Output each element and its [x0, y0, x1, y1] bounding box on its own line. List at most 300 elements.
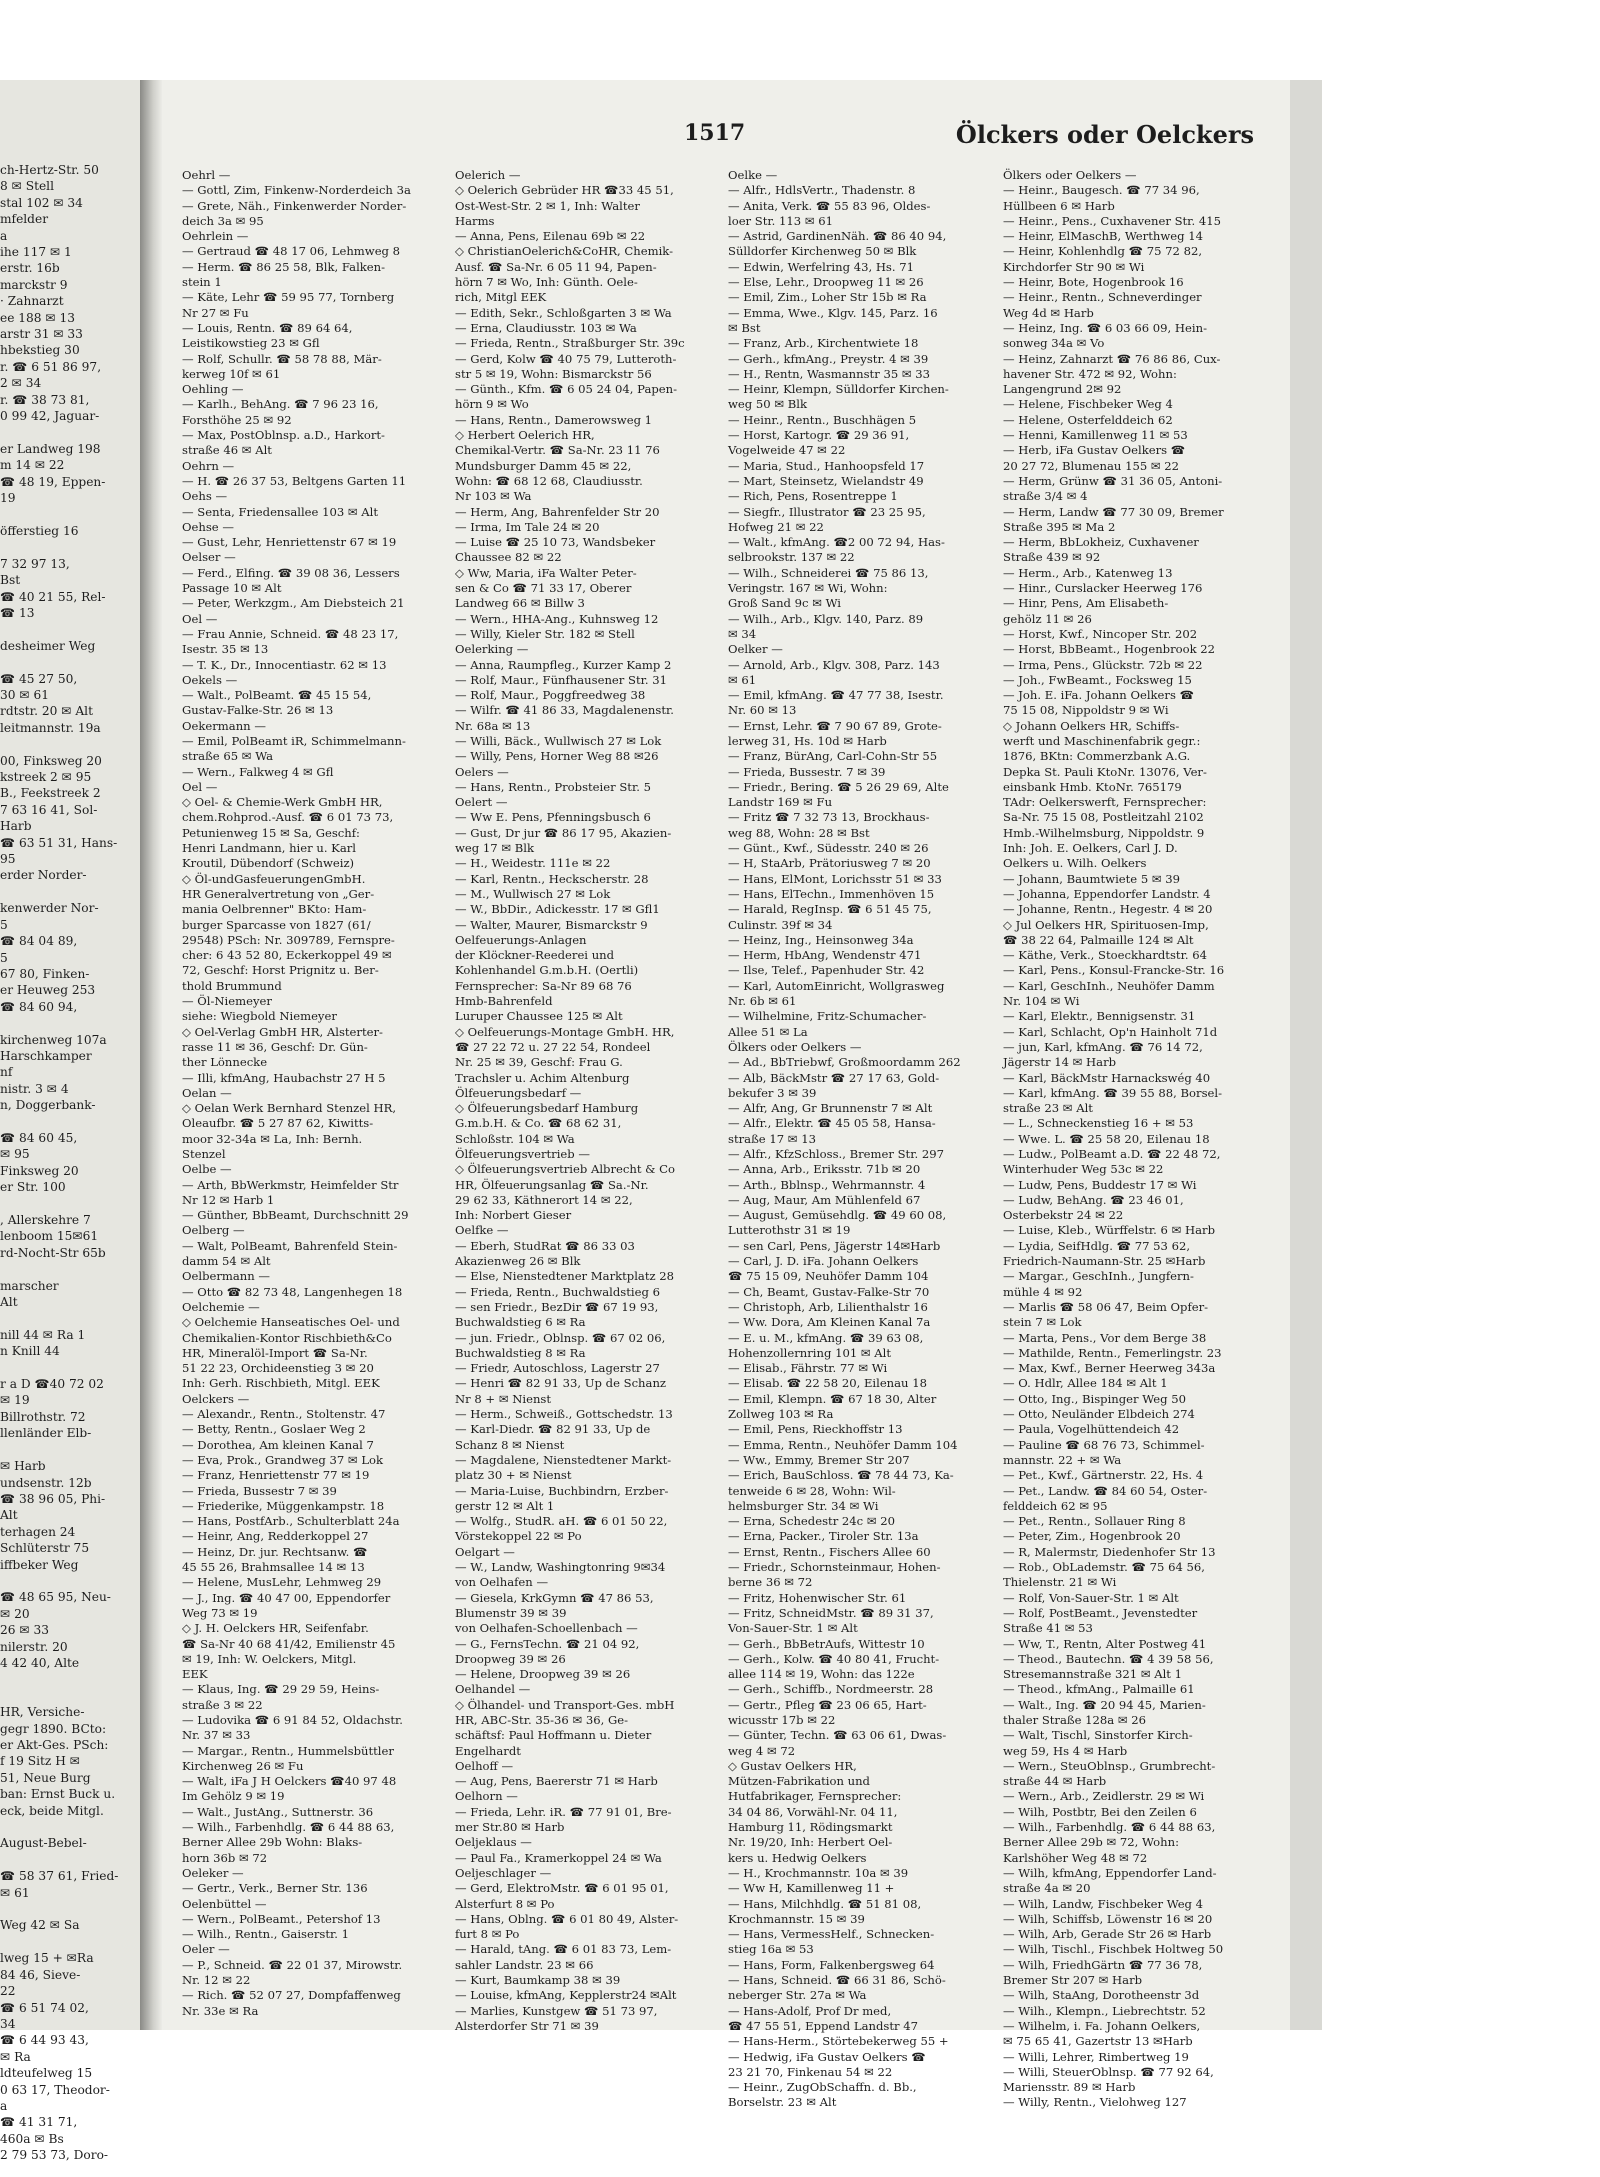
- directory-line: Nr. 12 ✉ 22: [182, 1973, 251, 1988]
- directory-line: straße 3/4 ✉ 4: [1003, 489, 1088, 504]
- directory-line: Weg 42 ✉ Sa: [0, 1918, 80, 1933]
- directory-line: ☎ 84 04 89,: [0, 934, 78, 949]
- directory-line: siehe: Wiegbold Niemeyer: [182, 1009, 337, 1024]
- directory-line: Groß Sand 9c ✉ Wi: [728, 596, 842, 611]
- directory-line: kerweg 10f ✉ 61: [182, 366, 281, 381]
- directory-line: — Wilh., Rentn., Gaiserstr. 1: [182, 1927, 350, 1942]
- directory-line: nilerstr. 20: [0, 1639, 68, 1654]
- directory-line: — Wern., HHA-Ang., Kuhnsweg 12: [455, 611, 659, 626]
- directory-line: ◇ Oel-Verlag GmbH HR, Alsterter-: [182, 1024, 383, 1039]
- left-page-text-column: [0, 162, 136, 2164]
- directory-line: — M., Wullwisch 27 ✉ Lok: [455, 886, 611, 901]
- directory-line: Henri Landmann, hier u. Karl: [182, 841, 357, 856]
- directory-line: — Grete, Näh., Finkenwerder Norder-: [182, 198, 407, 213]
- directory-line: [0, 884, 136, 900]
- directory-line: — Herm, BbLokheiz, Cuxhavener: [1003, 535, 1199, 550]
- directory-line: [0, 507, 136, 523]
- directory-line: tenweide 6 ✉ 28, Wohn: Wil-: [728, 1483, 896, 1498]
- directory-line: Allee 51 ✉ La: [728, 1024, 808, 1039]
- directory-line: Von-Sauer-Str. 1 ✉ Alt: [728, 1621, 858, 1636]
- directory-line: 23 21 70, Finkenau 54 ✉ 22: [728, 2064, 893, 2079]
- directory-line: — Emma, Rentn., Neuhöfer Damm 104: [728, 1437, 958, 1452]
- directory-line: — Wern., Arb., Zeidlerstr. 29 ✉ Wi: [1003, 1789, 1205, 1804]
- directory-line: — Walt, Tischl, Sinstorfer Kirch-: [1003, 1728, 1193, 1743]
- directory-line: bekufer 3 ✉ 39: [728, 1085, 817, 1100]
- directory-line: — Mart, Steinsetz, Wielandstr 49: [728, 473, 924, 488]
- directory-line: mühle 4 ✉ 92: [1003, 1284, 1083, 1299]
- directory-line: — Karl, Schlacht, Op'n Hainholt 71d: [1003, 1024, 1218, 1039]
- directory-line: — Dorothea, Am kleinen Kanal 7: [182, 1437, 374, 1452]
- directory-line: — Hans, VermessHelf., Schnecken-: [728, 1927, 935, 1942]
- directory-line: — Erna, Packer., Tiroler Str. 13a: [728, 1529, 919, 1544]
- directory-line: hörn 7 ✉ Wo, Inh: Günth. Oele-: [455, 275, 638, 290]
- directory-line: Oelbe —: [182, 1162, 232, 1177]
- directory-line: er Str. 100: [0, 1180, 66, 1195]
- directory-line: — H., Rentn, Wasmannstr 35 ✉ 33: [728, 366, 931, 381]
- directory-line: ✉ 20: [0, 1606, 30, 1621]
- directory-line: — Edwin, Werfelring 43, Hs. 71: [728, 259, 914, 274]
- directory-line: — Mathilde, Rentn., Femerlingstr. 23: [1003, 1345, 1222, 1360]
- directory-line: — Günther, BbBeamt, Durchschnitt 29: [182, 1208, 409, 1223]
- directory-line: Kirchenweg 26 ✉ Fu: [182, 1758, 304, 1773]
- directory-line: — Pet., Kwf., Gärtnerstr. 22, Hs. 4: [1003, 1468, 1204, 1483]
- directory-line: Inh: Norbert Gieser: [455, 1208, 572, 1223]
- directory-column-4: [1003, 168, 1265, 2111]
- directory-line: berne 36 ✉ 72: [728, 1575, 813, 1590]
- directory-line: — Alb, BäckMstr ☎ 27 17 63, Gold-: [728, 1070, 940, 1085]
- directory-line: — Ilse, Telef., Papenhuder Str. 42: [728, 963, 925, 978]
- directory-line: — Luise, Kleb., Würffelstr. 6 ✉ Harb: [1003, 1223, 1215, 1238]
- directory-line: ldteufelweg 15: [0, 2066, 93, 2081]
- running-head: Ölckers oder Oelckers: [955, 120, 1254, 149]
- directory-line: sen & Co ☎ 71 33 17, Oberer: [455, 581, 632, 596]
- directory-line: — Wilh., Arb., Klgv. 140, Parz. 89: [728, 611, 924, 626]
- directory-line: ◇ Ölfeuerungsvertrieb Albrecht & Co: [455, 1162, 676, 1177]
- directory-line: 67 80, Finken-: [0, 966, 90, 981]
- directory-line: — Franz, Arb., Kirchentwiete 18: [728, 336, 919, 351]
- directory-line: Oelfke —: [455, 1223, 509, 1238]
- directory-line: Hutfabrikager, Fernsprecher:: [728, 1789, 902, 1804]
- directory-line: — Wolfg., StudR. aH. ☎ 6 01 50 22,: [455, 1514, 668, 1529]
- directory-line: — Johanne, Rentn., Hegestr. 4 ✉ 20: [1003, 902, 1213, 917]
- directory-line: — Johann, Baumtwiete 5 ✉ 39: [1003, 871, 1181, 886]
- directory-line: Petunienweg 15 ✉ Sa, Geschf:: [182, 825, 360, 840]
- directory-line: ☎ Sa-Nr 40 68 41/42, Emilienstr 45: [182, 1636, 396, 1651]
- directory-line: gehölz 11 ✉ 26: [1003, 611, 1092, 626]
- directory-line: Trachsler u. Achim Altenburg: [455, 1070, 630, 1085]
- directory-line: Landweg 66 ✉ Billw 3: [455, 596, 585, 611]
- directory-line: 51, Neue Burg: [0, 1770, 91, 1785]
- directory-line: — sen Friedr., BezDir ☎ 67 19 93,: [455, 1299, 659, 1314]
- directory-line: ☎ 63 51 31, Hans-: [0, 835, 118, 850]
- directory-line: r. ☎ 6 51 86 97,: [0, 359, 102, 374]
- directory-line: — Hinr, Pens, Am Elisabeth-: [1003, 596, 1169, 611]
- directory-line: — Heinr, Bote, Hogenbrook 16: [1003, 275, 1184, 290]
- directory-line: burger Sparcasse von 1827 (61/: [182, 917, 371, 932]
- directory-line: Hmb.-Wilhelmsburg, Nippoldstr. 9: [1003, 825, 1205, 840]
- directory-line: Chemikal-Vertr. ☎ Sa-Nr. 23 11 76: [455, 443, 660, 458]
- directory-line: weg 4 ✉ 72: [728, 1743, 796, 1758]
- directory-line: ☎ 47 55 51, Eppend Landstr 47: [728, 2018, 918, 2033]
- directory-line: Berner Allee 29b Wohn: Blaks-: [182, 1835, 363, 1850]
- directory-line: Oelan —: [182, 1085, 232, 1100]
- directory-line: — Arnold, Arb., Klgv. 308, Parz. 143: [728, 657, 940, 672]
- directory-line: ◇ Ölhandel- und Transport-Ges. mbH: [455, 1697, 675, 1712]
- directory-line: [0, 1360, 136, 1376]
- directory-line: 4 42 40, Alte: [0, 1655, 80, 1670]
- directory-line: — Illi, kfmAng, Haubachstr 27 H 5: [182, 1070, 386, 1085]
- directory-line: 84 46, Sieve-: [0, 1967, 81, 1982]
- directory-line: — Käthe, Verk., Stoeckhardtstr. 64: [1003, 948, 1207, 963]
- directory-line: Ausf. ☎ Sa-Nr. 6 05 11 94, Papen-: [455, 259, 657, 274]
- directory-line: moor 32-34a ✉ La, Inh: Bernh.: [182, 1131, 363, 1146]
- directory-line: weg 50 ✉ Blk: [728, 397, 807, 412]
- directory-line: — Alexandr., Rentn., Stoltenstr. 47: [182, 1407, 386, 1422]
- directory-line: Weg 4d ✉ Harb: [1003, 305, 1094, 320]
- directory-line: neberger Str. 27a ✉ Wa: [728, 1988, 867, 2003]
- directory-line: — H, StaArb, Prätoriusweg 7 ✉ 20: [728, 856, 931, 871]
- directory-line: erder Norder-: [0, 868, 87, 883]
- directory-line: — Günter, Techn. ☎ 63 06 61, Dwas-: [728, 1728, 947, 1743]
- directory-line: Alt: [0, 1508, 18, 1523]
- directory-line: — J., Ing. ☎ 40 47 00, Eppendorfer: [182, 1590, 391, 1605]
- directory-line: — Ernst, Lehr. ☎ 7 90 67 89, Grote-: [728, 718, 942, 733]
- directory-line: — Max, PostOblnsp. a.D., Harkort-: [182, 428, 385, 443]
- directory-line: straße 23 ✉ Alt: [1003, 1101, 1093, 1116]
- directory-line: loer Str. 113 ✉ 61: [728, 213, 833, 228]
- directory-line: ◇ Öl-undGasfeuerungenGmbH.: [182, 871, 366, 886]
- directory-line: ☎ 6 51 74 02,: [0, 2000, 89, 2015]
- directory-line: — Gottl, Zim, Finkenw-Norderdeich 3a: [182, 183, 411, 198]
- directory-line: Kroutil, Dübendorf (Schweiz): [182, 856, 355, 871]
- directory-line: — Frieda, Rentn., Buchwaldstieg 6: [455, 1284, 660, 1299]
- directory-line: 8 ✉ Stell: [0, 179, 54, 194]
- directory-line: — Emma, Wwe., Klgv. 145, Parz. 16: [728, 305, 938, 320]
- directory-line: Kirchdorfer Str 90 ✉ Wi: [1003, 259, 1145, 274]
- directory-line: — Franz, BürAng, Carl-Cohn-Str 55: [728, 749, 938, 764]
- page-header: [164, 120, 1254, 150]
- directory-line: Thielenstr. 21 ✉ Wi: [1003, 1575, 1117, 1590]
- directory-line: — Otto ☎ 82 73 48, Langenhegen 18: [182, 1284, 403, 1299]
- directory-line: — Ferd., Elfing. ☎ 39 08 36, Lessers: [182, 565, 400, 580]
- directory-line: stieg 16a ✉ 53: [728, 1942, 814, 1957]
- directory-line: Friedrich-Naumann-Str. 25 ✉Harb: [1003, 1254, 1206, 1269]
- directory-line: Krochmannstr. 15 ✉ 39: [728, 1911, 865, 1926]
- directory-line: — Heinz, Ing., Heinsonweg 34a: [728, 932, 914, 947]
- directory-line: — Heinz, Zahnarzt ☎ 76 86 86, Cux-: [1003, 351, 1221, 366]
- directory-line: 7 63 16 41, Sol-: [0, 802, 98, 817]
- directory-line: — Otto, Neuländer Elbdeich 274: [1003, 1407, 1195, 1422]
- directory-line: allee 114 ✉ 19, Wohn: das 122e: [728, 1667, 915, 1682]
- directory-line: — Helene, Fischbeker Weg 4: [1003, 397, 1173, 412]
- directory-line: — Christoph, Arb, Lilienthalstr 16: [728, 1299, 928, 1314]
- directory-line: ☎ 75 15 09, Neuhöfer Damm 104: [728, 1269, 929, 1284]
- directory-line: chem.Rohprod.-Ausf. ☎ 6 01 73 73,: [182, 810, 394, 825]
- directory-line: — Karl, BäckMstr Harnackswég 40: [1003, 1070, 1211, 1085]
- directory-line: Nr. 104 ✉ Wi: [1003, 994, 1080, 1009]
- directory-line: — Gerh., kfmAng., Preystr. 4 ✉ 39: [728, 351, 929, 366]
- directory-line: — Herm, Ang, Bahrenfelder Str 20: [455, 504, 660, 519]
- directory-line: a: [0, 228, 8, 243]
- directory-line: — Wilh, Schiffsb, Löwenstr 16 ✉ 20: [1003, 1911, 1213, 1926]
- directory-line: Oelser —: [182, 550, 236, 565]
- directory-line: Oelberg —: [182, 1223, 245, 1238]
- directory-line: marscher: [0, 1278, 59, 1293]
- directory-line: — E. u. M., kfmAng. ☎ 39 63 08,: [728, 1330, 924, 1345]
- directory-line: ✉ 19, Inh: W. Oelckers, Mitgl.: [182, 1651, 357, 1666]
- directory-line: Oelers —: [455, 764, 509, 779]
- directory-line: ◇ Oelchemie Hanseatisches Oel- und: [182, 1315, 400, 1330]
- directory-line: — Frieda, Bussestr 7 ✉ 39: [182, 1483, 337, 1498]
- directory-line: llenländer Elb-: [0, 1426, 92, 1441]
- directory-line: — Friedr, Autoschloss, Lagerstr 27: [455, 1361, 660, 1376]
- directory-line: kstreek 2 ✉ 95: [0, 770, 92, 785]
- directory-line: straße 65 ✉ Wa: [182, 749, 274, 764]
- directory-line: Oelhorn —: [455, 1789, 518, 1804]
- directory-line: straße 17 ✉ 13: [728, 1131, 816, 1146]
- directory-line: — Giesela, KrkGymn ☎ 47 86 53,: [455, 1590, 654, 1605]
- directory-line: ☎ 84 60 45,: [0, 1130, 78, 1145]
- directory-line: — Karl, GeschInh., Neuhöfer Damm: [1003, 978, 1215, 993]
- directory-line: — Walter, Maurer, Bismarckstr 9: [455, 917, 648, 932]
- directory-line: — Erna, Schedestr 24c ✉ 20: [728, 1514, 895, 1529]
- directory-line: Ölkers oder Oelkers —: [728, 1039, 862, 1054]
- directory-line: — Hans-Adolf, Prof Dr med,: [728, 2003, 892, 2018]
- directory-line: [0, 1310, 136, 1326]
- directory-line: ☎ 58 37 61, Fried-: [0, 1869, 119, 1884]
- directory-line: — Helene, Droopweg 39 ✉ 26: [455, 1667, 631, 1682]
- scanned-spread: [0, 80, 1322, 2163]
- directory-line: — Luise ☎ 25 10 73, Wandsbeker: [455, 535, 656, 550]
- directory-line: er Heuweg 253: [0, 983, 96, 998]
- directory-line: HR, Ölfeuerungsanlag ☎ Sa.-Nr.: [455, 1177, 649, 1192]
- directory-line: helmsburger Str. 34 ✉ Wi: [728, 1498, 879, 1513]
- directory-line: — Harald, tAng. ☎ 6 01 83 73, Lem-: [455, 1942, 672, 1957]
- directory-line: — H., Krochmannstr. 10a ✉ 39: [728, 1865, 909, 1880]
- directory-line: — Heinz, Ing. ☎ 6 03 66 09, Hein-: [1003, 320, 1207, 335]
- directory-line: stein 1: [182, 275, 222, 290]
- directory-line: Oelchemie —: [182, 1299, 260, 1314]
- directory-line: — Gust, Lehr, Henriettenstr 67 ✉ 19: [182, 535, 397, 550]
- directory-line: — Frieda, Bussestr. 7 ✉ 39: [728, 764, 886, 779]
- directory-line: ch-Hertz-Str. 50: [0, 163, 99, 177]
- directory-line: Oehrlein —: [182, 229, 249, 244]
- directory-line: [0, 621, 136, 637]
- directory-line: — Gertr., Verk., Berner Str. 136: [182, 1881, 368, 1896]
- directory-line: felddeich 62 ✉ 95: [1003, 1498, 1108, 1513]
- directory-line: · Zahnarzt: [0, 294, 64, 309]
- directory-line: ◇ Johann Oelkers HR, Schiffs-: [1003, 718, 1180, 733]
- directory-line: — Ernst, Rentn., Fischers Allee 60: [728, 1544, 931, 1559]
- directory-line: Mützen-Fabrikation und: [728, 1774, 870, 1789]
- directory-line: Sülldorfer Kirchenweg 50 ✉ Blk: [728, 244, 917, 259]
- directory-line: iffbeker Weg: [0, 1557, 79, 1572]
- directory-line: Straße 41 ✉ 53: [1003, 1621, 1093, 1636]
- directory-line: Nr. 19/20, Inh: Herbert Oel-: [728, 1835, 893, 1850]
- directory-line: Ölfeuerungsbedarf —: [455, 1085, 582, 1100]
- directory-line: — Rich. ☎ 52 07 27, Dompfaffenweg: [182, 1988, 401, 2003]
- directory-line: — Käte, Lehr ☎ 59 95 77, Tornberg: [182, 290, 395, 305]
- directory-line: r. ☎ 38 73 81,: [0, 392, 90, 407]
- directory-line: Bremer Str 207 ✉ Harb: [1003, 1973, 1143, 1988]
- directory-line: Nr. 33e ✉ Ra: [182, 2003, 259, 2018]
- directory-line: straße 44 ✉ Harb: [1003, 1774, 1107, 1789]
- directory-line: — Gerd, ElektroMstr. ☎ 6 01 95 01,: [455, 1881, 669, 1896]
- directory-line: [0, 1114, 136, 1130]
- directory-line: Hüllbeen 6 ✉ Harb: [1003, 198, 1115, 213]
- directory-line: 34 04 86, Vorwähl-Nr. 04 11,: [728, 1804, 898, 1819]
- directory-line: ◇ Oelan Werk Bernhard Stenzel HR,: [182, 1101, 397, 1116]
- directory-column-2: [455, 168, 720, 2034]
- directory-line: Straße 439 ✉ 92: [1003, 550, 1101, 565]
- directory-line: Oelckers —: [182, 1391, 250, 1406]
- directory-line: Nr. 6b ✉ 61: [728, 994, 797, 1009]
- directory-line: — Willy, Kieler Str. 182 ✉ Stell: [455, 626, 635, 641]
- directory-line: arstr 31 ✉ 33: [0, 327, 83, 342]
- directory-line: ☎ 6 44 93 43,: [0, 2033, 89, 2048]
- directory-line: — Hans-Herm., Störtebekerweg 55 +: [728, 2034, 949, 2049]
- directory-line: Finksweg 20: [0, 1163, 79, 1178]
- directory-line: ◇ Jul Oelkers HR, Spirituosen-Imp,: [1003, 917, 1209, 932]
- directory-line: [0, 1688, 136, 1704]
- directory-line: 26 ✉ 33: [0, 1623, 49, 1638]
- directory-line: — Günth., Kfm. ☎ 6 05 24 04, Papen-: [455, 382, 678, 397]
- directory-line: Vörstekoppel 22 ✉ Po: [455, 1529, 582, 1544]
- directory-line: Oelfeuerungs-Anlagen: [455, 932, 587, 947]
- directory-line: — Heinr., Rentn., Schneverdinger: [1003, 290, 1202, 305]
- directory-line: — Wilhelm, i. Fa. Johann Oelkers,: [1003, 2018, 1201, 2033]
- directory-line: leitmannstr. 19a: [0, 720, 101, 735]
- directory-line: HR, Mineralöl-Import ☎ Sa-Nr.: [182, 1345, 368, 1360]
- directory-line: — Edith, Sekr., Schloßgarten 3 ✉ Wa: [455, 305, 672, 320]
- directory-line: lenboom 15✉61: [0, 1229, 99, 1244]
- directory-line: [0, 1261, 136, 1277]
- directory-line: — Willi, SteuerOblnsp. ☎ 77 92 64,: [1003, 2064, 1214, 2079]
- directory-line: — Wilfr. ☎ 41 86 33, Magdalenenstr.: [455, 703, 674, 718]
- directory-line: Fernsprecher: Sa-Nr 89 68 76: [455, 978, 632, 993]
- directory-line: ☎ 13: [0, 605, 35, 620]
- directory-line: Depka St. Pauli KtoNr. 13076, Ver-: [1003, 764, 1207, 779]
- directory-line: 5: [0, 917, 8, 932]
- directory-line: — Gertr., Pfleg ☎ 23 06 65, Hart-: [728, 1697, 927, 1712]
- directory-line: ◇ Ölfeuerungsbedarf Hamburg: [455, 1101, 639, 1116]
- directory-line: Nr. 25 ✉ 39, Geschf: Frau G.: [455, 1055, 623, 1070]
- directory-line: — sen Carl, Pens, Jägerstr 14✉Harb: [728, 1238, 941, 1253]
- directory-line: HR, Versiche-: [0, 1705, 85, 1720]
- directory-line: stein 7 ✉ Lok: [1003, 1315, 1082, 1330]
- directory-line: einsbank Hmb. KtoNr. 765179: [1003, 779, 1182, 794]
- directory-line: [0, 1196, 136, 1212]
- directory-line: n, Doggerbank-: [0, 1098, 96, 1113]
- directory-line: — Willi, Lehrer, Rimbertweg 19: [1003, 2049, 1189, 2064]
- directory-line: — jun. Friedr., Oblnsp. ☎ 67 02 06,: [455, 1330, 666, 1345]
- directory-line: ◇ Gustav Oelkers HR,: [728, 1758, 857, 1773]
- directory-line: ✉ 61: [0, 1885, 30, 1900]
- directory-line: 2 ✉ 34: [0, 376, 42, 391]
- directory-line: — Ww E. Pens, Pfenningsbusch 6: [455, 810, 651, 825]
- directory-line: wicusstr 17b ✉ 22: [728, 1712, 836, 1727]
- directory-line: Mundsburger Damm 45 ✉ 22,: [455, 458, 632, 473]
- directory-line: Luruper Chaussee 125 ✉ Alt: [455, 1009, 623, 1024]
- directory-line: terhagen 24: [0, 1524, 76, 1539]
- directory-line: — Rolf, Schullr. ☎ 58 78 88, Mär-: [182, 351, 382, 366]
- directory-line: — O. Hdlr, Allee 184 ✉ Alt 1: [1003, 1376, 1168, 1391]
- directory-line: — Willy, Pens, Horner Weg 88 ✉26: [455, 749, 659, 764]
- directory-line: ✉ Bst: [728, 320, 761, 335]
- directory-line: Oekermann —: [182, 718, 266, 733]
- directory-line: — Walt., kfmAng. ☎2 00 72 94, Has-: [728, 535, 945, 550]
- directory-line: — Wwe. L. ☎ 25 58 20, Eilenau 18: [1003, 1131, 1210, 1146]
- directory-line: Ölkers oder Oelkers —: [1003, 168, 1137, 182]
- directory-line: mania Oelbrenner" BKto: Ham-: [182, 902, 367, 917]
- directory-line: Alsterfurt 8 ✉ Po: [455, 1896, 555, 1911]
- directory-line: platz 30 + ✉ Nienst: [455, 1468, 572, 1483]
- directory-line: ☎ 45 27 50,: [0, 671, 78, 686]
- directory-line: Nr. 60 ✉ 13: [728, 703, 797, 718]
- directory-line: — Gust, Dr jur ☎ 86 17 95, Akazien-: [455, 825, 672, 840]
- directory-line: — H. ☎ 26 37 53, Beltgens Garten 11: [182, 473, 407, 488]
- directory-line: HR Generalvertretung von „Ger-: [182, 886, 375, 901]
- directory-line: Borselstr. 23 ✉ Alt: [728, 2095, 837, 2110]
- directory-line: Schanz 8 ✉ Nienst: [455, 1437, 565, 1452]
- directory-line: — Joh., FwBeamt., Focksweg 15: [1003, 672, 1192, 687]
- directory-line: Harb: [0, 819, 32, 834]
- directory-line: thold Brummund: [182, 978, 282, 993]
- directory-line: — Helene, Osterfelddeich 62: [1003, 412, 1173, 427]
- directory-line: desheimer Weg: [0, 638, 96, 653]
- directory-line: — Margar., Rentn., Hummelsbüttler: [182, 1743, 394, 1758]
- directory-line: hörn 9 ✉ Wo: [455, 397, 529, 412]
- directory-line: mannstr. 22 + ✉ Wa: [1003, 1452, 1122, 1467]
- left-page-edge: [0, 80, 140, 2163]
- directory-line: Oelgart —: [455, 1544, 515, 1559]
- directory-line: Oelenbüttel —: [182, 1896, 267, 1911]
- directory-line: weg 59, Hs 4 ✉ Harb: [1003, 1743, 1128, 1758]
- directory-line: Akazienweg 26 ✉ Blk: [455, 1254, 581, 1269]
- directory-line: Oekels —: [182, 672, 238, 687]
- directory-line: 29 62 33, Käthnerort 14 ✉ 22,: [455, 1192, 633, 1207]
- directory-line: — Wilh., Farbenhdlg. ☎ 6 44 88 63,: [1003, 1820, 1216, 1835]
- directory-line: — Ludovika ☎ 6 91 84 52, Oldachstr.: [182, 1712, 403, 1727]
- directory-line: rich, Mitgl EEK: [455, 290, 547, 305]
- directory-line: — Wilh, kfmAng, Eppendorfer Land-: [1003, 1865, 1217, 1880]
- directory-line: — Theod., kfmAng., Palmaille 61: [1003, 1682, 1195, 1697]
- directory-line: r a D ☎40 72 02: [0, 1377, 104, 1392]
- directory-line: lweg 15 + ✉Ra: [0, 1951, 94, 1966]
- directory-line: cher: 6 43 52 80, Eckerkoppel 49 ✉: [182, 948, 392, 963]
- directory-line: — Wilh, Arb, Gerade Str 26 ✉ Harb: [1003, 1927, 1212, 1942]
- directory-line: 460a ✉ Bs: [0, 2131, 64, 2146]
- directory-line: Oelerking —: [455, 642, 529, 657]
- directory-line: rd-Nocht-Str 65b: [0, 1245, 106, 1260]
- directory-line: — Elisab., Fährstr. 77 ✉ Wi: [728, 1361, 888, 1376]
- directory-line: Schlüterstr 75: [0, 1541, 90, 1556]
- directory-line: Oelerich —: [455, 168, 521, 182]
- directory-line: Oehs —: [182, 489, 228, 504]
- directory-line: rdtstr. 20 ✉ Alt: [0, 704, 93, 719]
- directory-line: Harschkamper: [0, 1048, 92, 1063]
- directory-line: havener Str. 472 ✉ 92, Wohn:: [1003, 366, 1177, 381]
- directory-line: — Kurt, Baumkamp 38 ✉ 39: [455, 1973, 621, 1988]
- directory-line: — Ww, T., Rentn, Alter Postweg 41: [1003, 1636, 1207, 1651]
- directory-line: — Wilh, Landw, Fischbeker Weg 4: [1003, 1896, 1204, 1911]
- directory-column-1: [182, 168, 447, 2019]
- directory-line: — Emil, Klempn. ☎ 67 18 30, Alter: [728, 1391, 937, 1406]
- directory-line: — Anna, Pens, Eilenau 69b ✉ 22: [455, 229, 646, 244]
- directory-line: Alt: [0, 1295, 18, 1310]
- directory-line: [0, 1671, 136, 1687]
- directory-line: — Johanna, Eppendorfer Landstr. 4: [1003, 886, 1211, 901]
